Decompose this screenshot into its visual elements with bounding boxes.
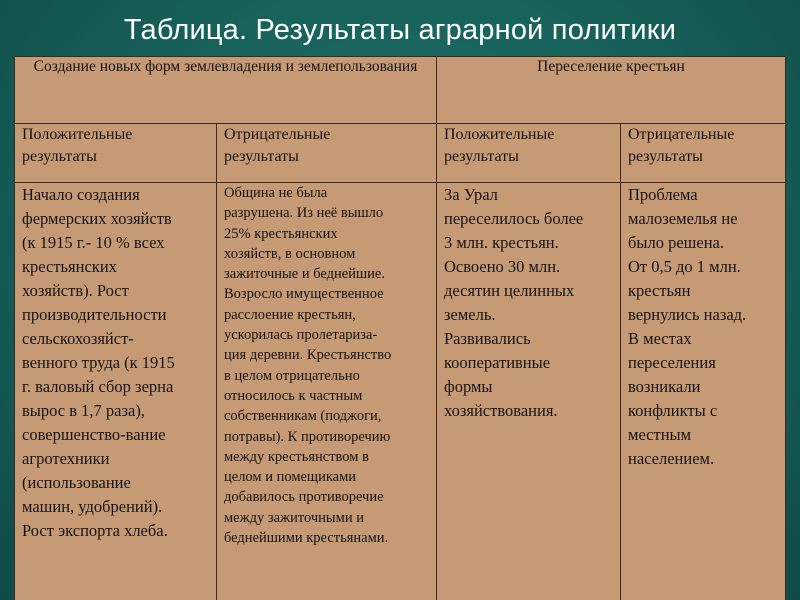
cell-positive-resettlement: За Урал переселилось более 3 млн. крестьян. Освоено 30 млн. десятин целинных земель. Развивались кооперативные формы хозяйствования.	[437, 183, 621, 600]
header-resettlement: Переселение крестьян	[437, 57, 786, 124]
header-row	[15, 57, 786, 124]
subheader-row	[15, 124, 786, 183]
subheader-negative-resettlement: Отрицательные результаты	[621, 124, 786, 183]
content-row	[15, 183, 786, 600]
subheader-positive-land: Положительные результаты	[15, 124, 217, 183]
cell-negative-resettlement: Проблема малоземелья не было решена. От 0,5 до 1 млн. крестьян вернулись назад. В местах переселения возникали конфликты с местным населением.	[621, 183, 786, 600]
cell-positive-land: Начало создания фермерских хозяйств (к 1915 г.- 10 % всех крестьянских хозяйств). Рост производительности сельскохозяйст- венного труда (к 1915 г. валовый сбор зерна вырос в 1,7 раза), совершенство-вание агротехники (использование машин, удобрений). Рост экспорта хлеба.	[15, 183, 217, 600]
page-title: Таблица. Результаты аграрной политики	[123, 14, 677, 46]
results-table	[14, 56, 786, 600]
subheader-negative-land: Отрицательные результаты	[217, 124, 437, 183]
cell-negative-land: Община не была разрушена. Из неё вышло 25% крестьянских хозяйств, в основном зажиточные и беднейшие. Возросло имущественное расслоение крестьян, ускорилась пролетариза- ция деревни. Крестьянство в целом отрицательно относилось к частным собственникам (поджоги, потравы). К противоречию между крестьянством в целом и помещиками добавилось противоречие между зажиточными и беднейшими крестьянами.	[217, 183, 437, 600]
subheader-positive-resettlement: Положительные результаты	[437, 124, 621, 183]
header-land-ownership: Создание новых форм землевладения и землепользования	[15, 57, 437, 124]
